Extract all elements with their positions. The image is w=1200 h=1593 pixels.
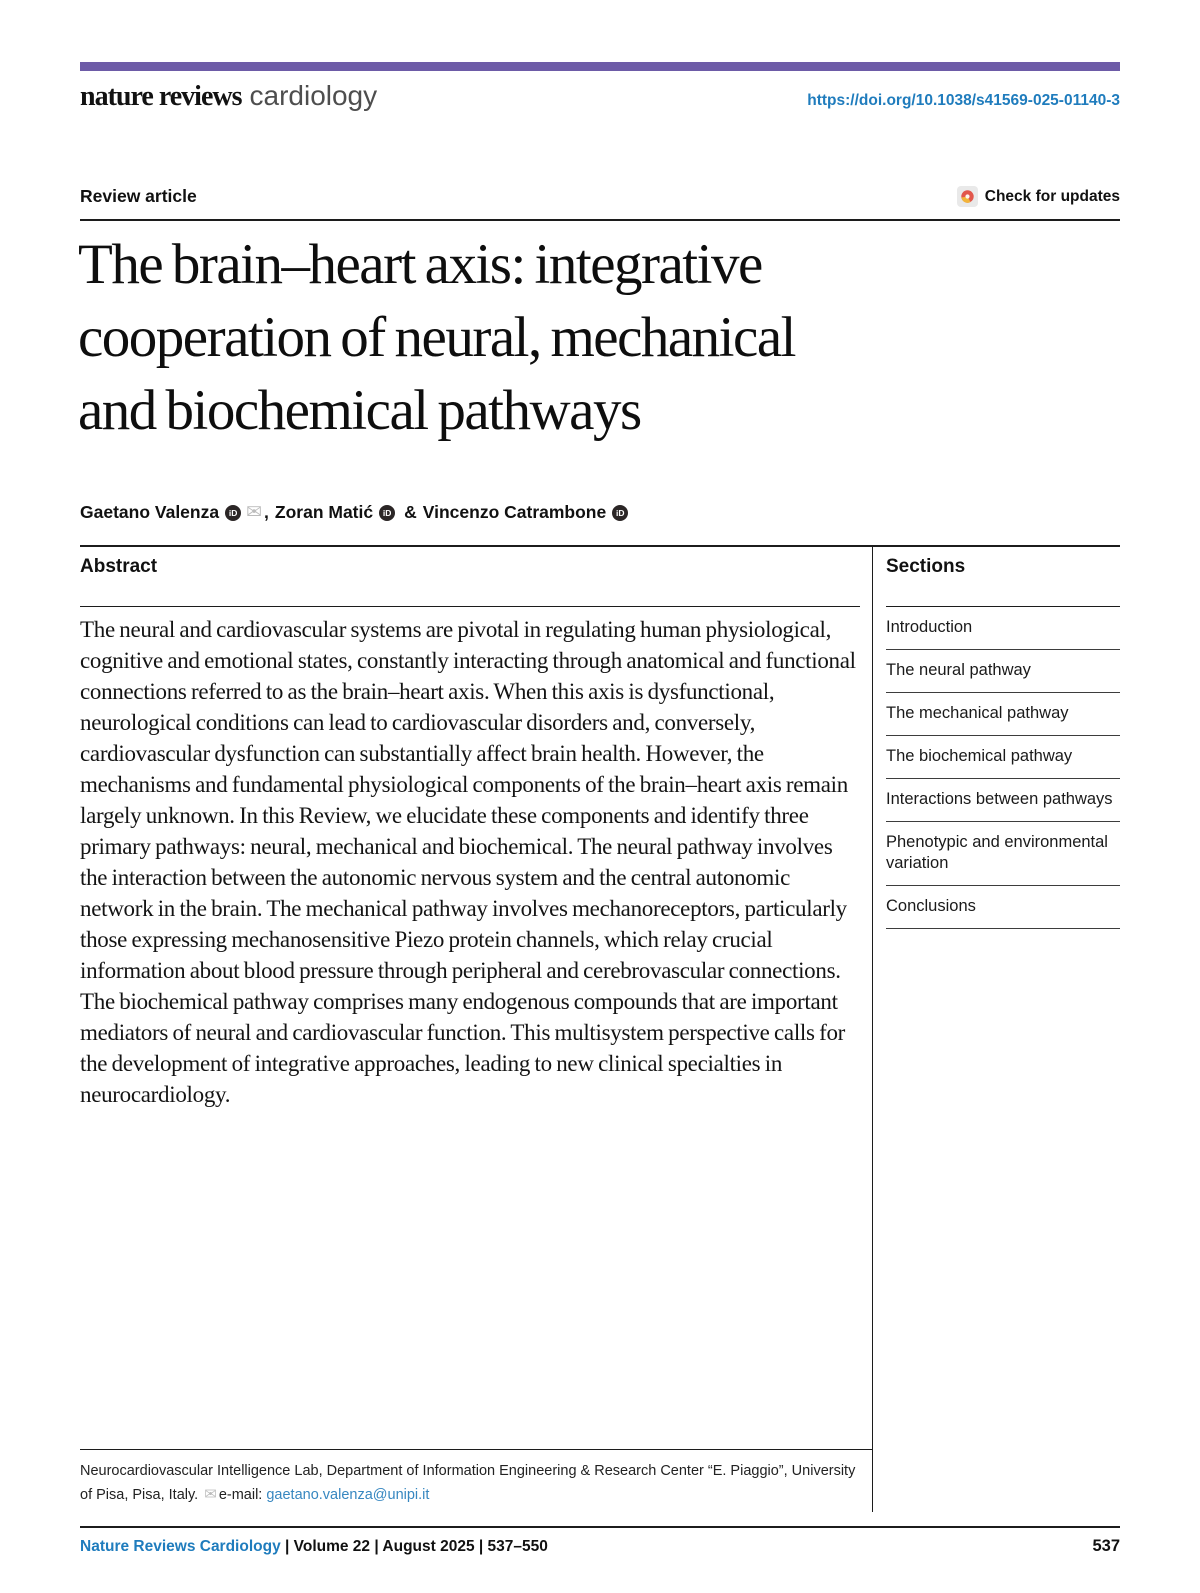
article-title-line2: cooperation of neural, mechanical [78,306,795,369]
section-link-conclusions[interactable]: Conclusions [886,886,1120,929]
article-kind-label: Review article [80,186,197,206]
author-list [80,501,980,524]
email-label: e-mail: [218,1487,263,1503]
section-link-phenotypic-variation[interactable]: Phenotypic and environmental variation [886,822,1120,886]
article-kind-row [80,186,1120,207]
orcid-icon[interactable]: iD [379,505,395,521]
sections-nav [886,607,1120,929]
article-title-line3: and biochemical pathways [78,379,641,442]
email-icon[interactable]: ✉ [246,502,263,523]
doi-link[interactable]: https://doi.org/10.1038/s41569-025-01140-3 [807,92,1120,109]
author-separator: , [264,502,269,522]
abstract-heading: Abstract [80,556,158,577]
page-footer [80,1537,1120,1556]
sections-heading: Sections [886,556,966,577]
author-name: Zoran Matić [274,502,374,522]
orcid-icon[interactable]: iD [225,505,241,521]
section-link-introduction[interactable]: Introduction [886,607,1120,650]
check-for-updates-label: Check for updates [984,187,1120,205]
abstract-heading-rule [80,606,860,607]
affiliation-footnote [80,1459,870,1507]
article-title [78,228,1088,447]
section-link-interactions[interactable]: Interactions between pathways [886,779,1120,822]
email-link[interactable]: gaetano.valenza@unipi.it [266,1487,430,1503]
footer-journal-link[interactable]: Nature Reviews Cardiology [80,1538,281,1555]
section-link-mechanical-pathway[interactable]: The mechanical pathway [886,693,1120,736]
article-title-line1: The brain–heart axis: integrative [78,233,762,296]
author-separator: & [404,502,417,522]
footer-volume-info: | Volume 22 | August 2025 | 537–550 [285,1538,548,1555]
abstract-top-rule [80,545,1120,547]
page-number: 537 [1092,1537,1120,1555]
email-icon: ✉ [204,1486,217,1503]
footer-rule [80,1526,1120,1528]
orcid-icon[interactable]: iD [612,505,628,521]
affiliation-text: Neurocardiovascular Intelligence Lab, Department of Information Engineering & Research Center “E. Piaggio”, University of Pisa, Pisa, Italy. [80,1463,856,1503]
crossmark-icon [957,186,978,207]
brand-accent-bar [80,62,1120,71]
abstract-text: The neural and cardiovascular systems are pivotal in regulating human physiological, cognitive and emotional states, constantly interacting through anatomical and functional connections referred to as the brain–heart axis. When this axis is dysfunctional, neurological conditions can lead to cardiovascular disorders and, conversely, cardiovascular dysfunction can substantially affect brain health. However, the mechanisms and fundamental physiological components of the brain–heart axis remain largely unknown. In this Review, we elucidate these components and identify three primary pathways: neural, mechanical and biochemical. The neural pathway involves the interaction between the autonomic nervous system and the central autonomic network in the brain. The mechanical pathway involves mechanoreceptors, particularly those expressing mechanosensitive Piezo protein channels, which relay crucial information about blood pressure through peripheral and cerebrovascular connections. The biochemical pathway comprises many endogenous compounds that are important mediators of neural and cardiovascular function. This multisystem perspective calls for the development of integrative approaches, leading to new clinical specialties in neurocardiology. [80,617,856,1107]
section-link-biochemical-pathway[interactable]: The biochemical pathway [886,736,1120,779]
author-name: Vincenzo Catrambone [422,502,607,522]
check-for-updates-link[interactable] [957,186,1120,207]
section-link-neural-pathway[interactable]: The neural pathway [886,650,1120,693]
header-rule [80,219,1120,221]
footer-citation [80,1538,548,1556]
footnote-rule [80,1449,872,1450]
column-divider [872,545,873,1512]
author-name: Gaetano Valenza [80,502,220,522]
journal-wordmark-bold: nature reviews [80,81,242,112]
journal-wordmark-light: cardiology [249,80,378,111]
journal-wordmark [80,80,377,113]
journal-header [80,80,1120,113]
